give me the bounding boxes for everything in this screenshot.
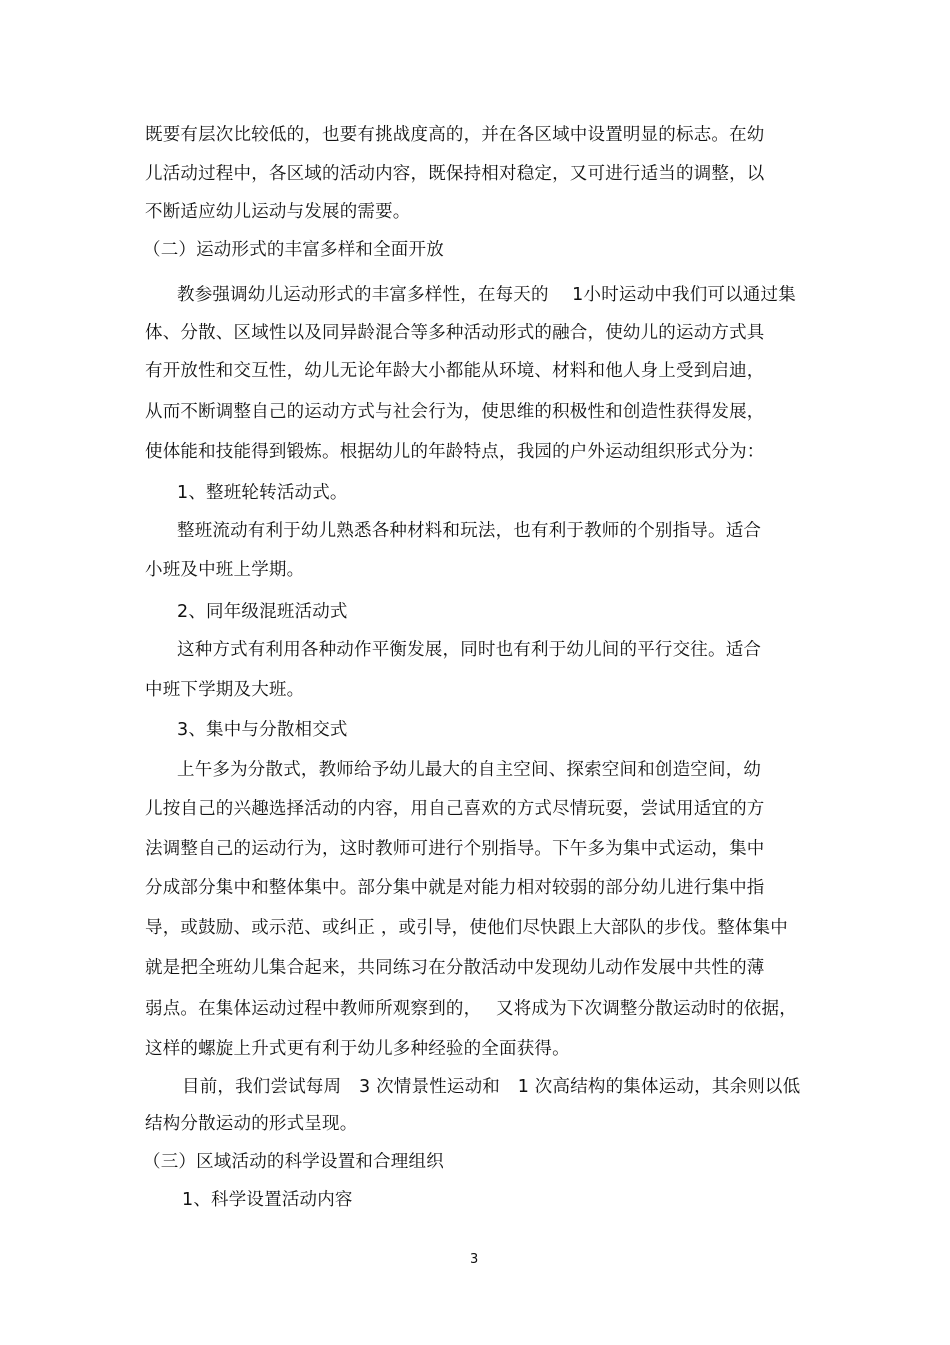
text-line: 目前，我们尝试每周 3 次情景性运动和 1 次高结构的集体运动，其余则以低	[182, 1077, 801, 1097]
text-line: 弱点。在集体运动过程中教师所观察到的， 又将成为下次调整分散运动时的依据，	[145, 999, 797, 1019]
text-line: 使体能和技能得到锻炼。根据幼儿的年龄特点，我园的户外运动组织形式分为：	[145, 442, 765, 462]
page-number: 3	[470, 1252, 479, 1267]
text-line: 有开放性和交互性，幼儿无论年龄大小都能从环境、材料和他人身上受到启迪，	[145, 361, 765, 381]
text-line: 分成部分集中和整体集中。部分集中就是对能力相对较弱的部分幼儿进行集中指	[145, 878, 765, 898]
list-item-heading: 1、科学设置活动内容	[182, 1190, 353, 1210]
section-heading: （三）区域活动的科学设置和合理组织	[143, 1152, 444, 1172]
list-item-heading: 2、同年级混班活动式	[177, 602, 348, 622]
text-line: 上午多为分散式，教师给予幼儿最大的自主空间、探索空间和创造空间，幼	[177, 760, 762, 780]
text-line: 儿按自己的兴趣选择活动的内容，用自己喜欢的方式尽情玩耍，尝试用适宜的方	[145, 799, 765, 819]
text-line: 导，或鼓励、或示范、或纠正 ，或引导，使他们尽快跟上大部队的步伐。整体集中	[145, 918, 788, 938]
text-line: 整班流动有利于幼儿熟悉各种材料和玩法，也有利于教师的个别指导。适合	[177, 521, 762, 541]
text-line: 小班及中班上学期。	[145, 560, 305, 580]
text-line: 中班下学期及大班。	[145, 680, 305, 700]
section-heading: （二）运动形式的丰富多样和全面开放	[143, 240, 444, 260]
text-line: 教参强调幼儿运动形式的丰富多样性，在每天的 1小时运动中我们可以通过集	[177, 285, 796, 305]
text-line: 儿活动过程中，各区域的活动内容，既保持相对稳定，又可进行适当的调整，以	[145, 164, 765, 184]
text-line: 结构分散运动的形式呈现。	[145, 1114, 358, 1134]
text-line: 法调整自己的运动行为，这时教师可进行个别指导。下午多为集中式运动，集中	[145, 839, 765, 859]
text-line: 从而不断调整自己的运动方式与社会行为，使思维的积极性和创造性获得发展，	[145, 402, 765, 422]
text-line: 就是把全班幼儿集合起来，共同练习在分散活动中发现幼儿动作发展中共性的薄	[145, 958, 765, 978]
text-line: 既要有层次比较低的，也要有挑战度高的，并在各区域中设置明显的标志。在幼	[145, 125, 765, 145]
text-line: 不断适应幼儿运动与发展的需要。	[145, 202, 411, 222]
text-line: 这样的螺旋上升式更有利于幼儿多种经验的全面获得。	[145, 1039, 570, 1059]
list-item-heading: 1、整班轮转活动式。	[177, 483, 348, 503]
text-line: 体、分散、区域性以及同异龄混合等多种活动形式的融合，使幼儿的运动方式具	[145, 323, 765, 343]
list-item-heading: 3、集中与分散相交式	[177, 720, 348, 740]
text-line: 这种方式有利用各种动作平衡发展，同时也有利于幼儿间的平行交往。适合	[177, 640, 762, 660]
